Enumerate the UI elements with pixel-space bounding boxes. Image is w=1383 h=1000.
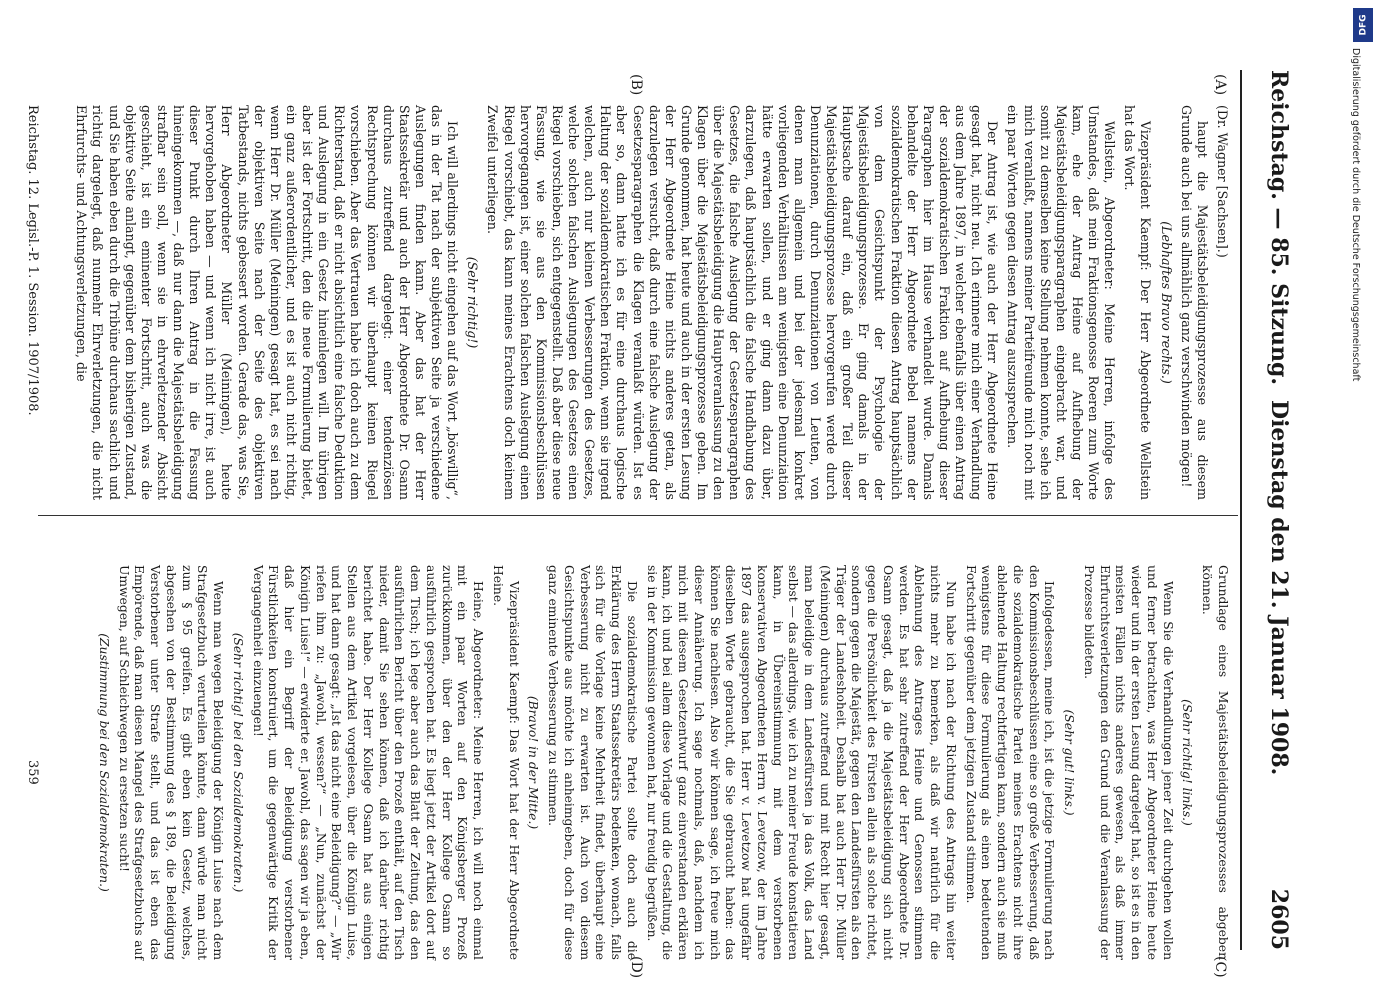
credit-text: Digitalisierung gefördert durch die Deutsche Forschungsgemeinschaft bbox=[1350, 48, 1361, 382]
margin-marker-d: (D) bbox=[628, 956, 644, 979]
right-paragraph: Grundlage eines Majestätsbeleidigungsprozesses abgeben können. bbox=[1200, 565, 1230, 960]
left-paragraph: Vizepräsident Kaempf: Der Herr Abgeordnete Wellstein hat das Wort. bbox=[1122, 105, 1154, 500]
right-paragraph: Wenn Sie die Verhandlungen jener Zeit durchgehen wollen und ferner betrachten, was Herr Abgeordneter Heine heute wieder und in der ersten Lesung dargelegt hat, so ist es in den meisten Fällen nichts anderes gewesen, als daß immer Ehrfurchtsverletzungen den Grund und die Veranlassung der Prozesse bildeten. bbox=[1082, 565, 1175, 960]
right-paragraph: Heine, Abgeordneter: Meine Herren, ich will noch einmal mit ein paar Worten auf den Königsberger Prozeß zurückkommen, über den der Herr Kollege Osann so ausführlich gesprochen hat. Es liegt jetzt der Artikel dort auf dem Tisch; ich lege aber auch das Blatt der Zeitung, das den ausführlichen Bericht über den Prozeß enthält, auf den Tisch nieder, damit Sie sehen können, daß ich darüber richtig berichtet habe. Der Herr Kollege Osann hat aus einigen Stellen aus dem Artikel vorgelesen, über die Königin Luise, und hat dann gesagt: „Ist das nicht eine Beleidigung?“ — „Wir riefen ihm zu: „Jawohl, wessen?“ — „Nun, zunächst der Königin Luise!“ — erwiderte er. Jawohl, das sagen wir ja eben, daß hier ein Begriff der Beleidigung verstorbener Fürstlichkeiten konstruiert, um die gegenwärtige Kritik der Vergangenheit einzuengen! bbox=[250, 565, 486, 960]
right-paragraph: (Sehr gut! links.) bbox=[1062, 709, 1077, 816]
left-paragraph: Wellstein, Abgeordneter: Meine Herren, infolge des Umstandes, daß mein Fraktionsgenosse Roeren zum Worte kam, ehe der Antrag Heine auf Aufhebung der Majestätsbeleidigungsparagraphen eingebracht war, und somit zu demselben keine Stellung nehmen konnte, sehe ich mich veranlaßt, namens meiner Parteifreunde mich noch mit ein paar Worten gegen diesen Antrag auszusprechen. bbox=[1005, 105, 1118, 500]
left-paragraph: (Sehr richtig!) bbox=[465, 256, 481, 349]
page-header bbox=[1240, 70, 1300, 950]
right-paragraph: (Bravo! in der Mitte.) bbox=[526, 695, 541, 830]
left-paragraph: Ich will allerdings nicht eingehen auf das Wort „böswillig“, das in der Tat nach der subjektiven Seite ja verschiedene Auslegungen finden kann. Aber das hat der Herr Staatssekretär und auch der Herr Abgeordnete Dr. Osann durchaus zutreffend dargelegt: einer tendenziösen Rechtsprechung können wir überhaupt keinen Riegel vorschieben. Aber das Vertrauen habe ich doch auch zu dem Richterstand, daß er nicht absichtlich eine falsche Deduktion und Auslegung in ein Gesetz hineinlegen will. Im übrigen aber ist der Fortschritt, den die neue Formulierung bietet, ein ganz außerordentlicher, und es ist auch nicht richtig, wenn Herr Dr. Müller (Meiningen) gesagt hat, es sei nach der objektiven Seite nach der Seite des objektiven Tatbestands, nichts gebessert worden. Gerade das, was Sie, Herr Abgeordneter Müller (Meiningen), heute hervorgehoben haben — und wenn ich nicht irre, ist auch dieser Punkt durch Ihren Antrag in die Fassung hineingekommen —, daß nur dann die Majestätsbeleidigung strafbar sein soll, wenn sie in ehrverletzender Absicht geschieht, ist ein eminenter Fortschritt, auch was die objektive Seite anlangt, gegenüber dem bisherigen Zustand, und Sie haben eben durch die Tribüne durchaus sachlich und richtig dargelegt, daß nunmehr Ehrverletzungen, die nicht Ehrfurchts- und Achtungsverletzungen, die bbox=[74, 105, 461, 500]
right-paragraph: Die sozialdemokratische Partei sollte doch auch die Erklärung des Herrn Staatssekretärs bedenken, wonach, falls sich für die Vorlage keine Mehrheit findet, überhaupt eine Verbesserung nicht zu erwarten ist. Auch von diesem Gesichtspunkte aus möchte ich anheimgeben, doch für diese ganz eminente Verbesserung zu stimmen. bbox=[546, 565, 639, 960]
right-paragraph: (Zustimmung bei den Sozialdemokraten.) bbox=[97, 633, 111, 892]
right-paragraph: (Sehr richtig! links.) bbox=[1180, 699, 1195, 826]
left-paragraph: Der Antrag ist, wie auch der Herr Abgeordnete Heine gesagt hat, nicht neu. Ich erinnere mich einer Verhandlung aus dem Jahre 1897, in welcher ebenfalls über einen Antrag der sozialdemokratischen Fraktion auf Aufhebung dieser Paragraphen hier im Hause verhandelt wurde. Damals behandelte der Herr Abgeordnete Bebel namens der sozialdemokratischen Fraktion diesen Antrag hauptsächlich von dem Gesichtspunkt der Psychologie der Majestätsbeleidigungsprozesse. Er ging damals in der Hauptsache darauf ein, daß ein großer Teil dieser Majestätsbeleidigungsprozesse hervorgerufen werde durch Denunziationen, durch Denunziationen von Leuten, von denen man allgemein und bei der jedesmal konkret vorliegenden Verhältnissen am wenigsten eine Denunziation hätte erwarten sollen, und er ging dann dazu über, darzulegen, daß hauptsächlich die falsche Handhabung des Gesetzes, die falsche Auslegung der Gesetzesparagraphen über die Majestätsbeleidigung die Hauptveranlassung zu den Klagen über die Majestätsbeleidigungsprozesse geben. Im Grunde genommen, hat heute und auch in der ersten Lesung der Herr Abgeordnete Heine nichts anderes getan, als darzulegen versucht, daß durch eine falsche Auslegung der Gesetzesparagraphen die Klagen veranlaßt würden. Ist es aber so, dann hatte ich es für eine durchaus logische Haltung der sozialdemokratischen Fraktion, wenn sie irgend welchen, auch nur kleinen Verbesserungen des Gesetzes, welche solchen falschen Auslegungen des Gesetzes einen Riegel vorschieben, sich entgegenstellt. Daß aber diese neue Fassung, wie sie aus den Kommissionsbeschlüssen hervorgegangen ist, einer solchen falschen Auslegung einen Riegel vorschiebt, das kann meines Erachtens doch keinem Zweifel unterliegen. bbox=[485, 105, 1001, 500]
right-paragraph: Infolgedessen, meine ich, ist die jetzige Formulierung nach den Kommissionsbeschlüssen eine so große Verbesserung, daß die sozialdemokratische Partei meines Erachtens nicht ihre ablehnende Haltung rechtfertigen kann, sondern auch sie muß wenigstens für diese Formulierung als einen bedeutenden Fortschritt gegenüber dem jetzigen Zustand stimmen. bbox=[963, 565, 1057, 960]
left-paragraph: haupt die Majestätsbeleidigungsprozesse aus diesem Grunde auch bei uns allmählich ganz verschwinden mögen! bbox=[1178, 105, 1210, 500]
header-left: Reichstag. — 85. Sitzung. bbox=[1266, 70, 1292, 386]
page-footer: Reichstag. 12. Legisl.-P. 1. Session. 1907/1908. bbox=[25, 105, 40, 416]
left-column bbox=[69, 105, 1230, 500]
header-rule bbox=[1240, 70, 1242, 950]
right-paragraph: (Sehr richtig! bei den Sozialdemokraten.) bbox=[231, 632, 245, 893]
column-divider bbox=[38, 515, 1238, 516]
left-paragraph: (Dr. Wagner [Sachsen].) bbox=[1215, 105, 1230, 258]
page-number: 2605 bbox=[1266, 888, 1292, 950]
left-paragraph: (Lebhaftes Bravo rechts.) bbox=[1158, 221, 1174, 384]
margin-marker-b: (B) bbox=[628, 74, 644, 96]
dfg-logo-icon bbox=[1353, 8, 1373, 42]
margin-marker-a: (A) bbox=[1212, 74, 1228, 96]
margin-marker-c: (C) bbox=[1212, 956, 1228, 978]
right-paragraph: Vizepräsident Kaempf: Das Wort hat der Herr Abgeordnete Heine. bbox=[491, 565, 521, 960]
digitization-sidebar bbox=[1340, 0, 1383, 1000]
right-paragraph: Wenn man wegen Beleidigung der Königin Luise nach dem Strafgesetzbuch verurteilen könnte, dann würde man nicht zum § 95 greifen. Es gibt eben kein Gesetz, welches, abgesehen von der Bestimmung des § 189, die Beleidigung Verstorbener unter Strafe stellt, und das ist eben das Empörende, daß man diesen Mangel des Strafgesetzbuchs auf Umwegen, auf Schleichwegen zu ersetzen sucht! bbox=[116, 565, 226, 960]
signature-number: 359 bbox=[25, 760, 40, 785]
header-date: Dienstag den 21. Januar 1908. bbox=[1266, 400, 1292, 776]
dfg-logo-text: DFG bbox=[1358, 14, 1369, 36]
right-column bbox=[91, 565, 1230, 960]
right-paragraph: Nun habe ich nach der Richtung des Antrags hin weiter nichts mehr zu bemerken, als daß wir natürlich für die Ablehnung des Antrages Heine und Genossen stimmen werden. Es hat sehr zutreffend der Herr Abgeordnete Dr. Osann gesagt, daß ja die Majestätsbeleidigung sich nicht gegen die Persönlichkeit des Fürsten allein als solche richtet, sondern gegen die Majestät, gegen den Landesfürsten als den Träger der Landeshoheit. Deshalb hat auch Herr Dr. Müller (Meiningen) durchaus zutreffend und mit Recht hier gesagt, man beleidige in dem Landesfürsten ja das Volk, das Land selbst — das allerdings, wie ich zu meiner Freude konstatieren kann, in Übereinstimmung mit dem verstorbenen konservativen Abgeordneten Herrn v. Levetzow, der im Jahre 1897 das ausgesprochen hat. Herr v. Levetzow hat ungefähr dieselben Worte gebraucht, die Sie gebraucht haben: das können Sie nachlesen. Also wir können sage, ich freue mich dieser Annäherung. Ich sage nochmals, daß, nachdem ich mich mit diesem Gesetzentwurf ganz einverstanden erklären kann, ich und bei allem diese Vorlage und die Gestaltung, die sie in der Kommission gewonnen hat, nur freudig begrüßen. bbox=[644, 565, 958, 960]
